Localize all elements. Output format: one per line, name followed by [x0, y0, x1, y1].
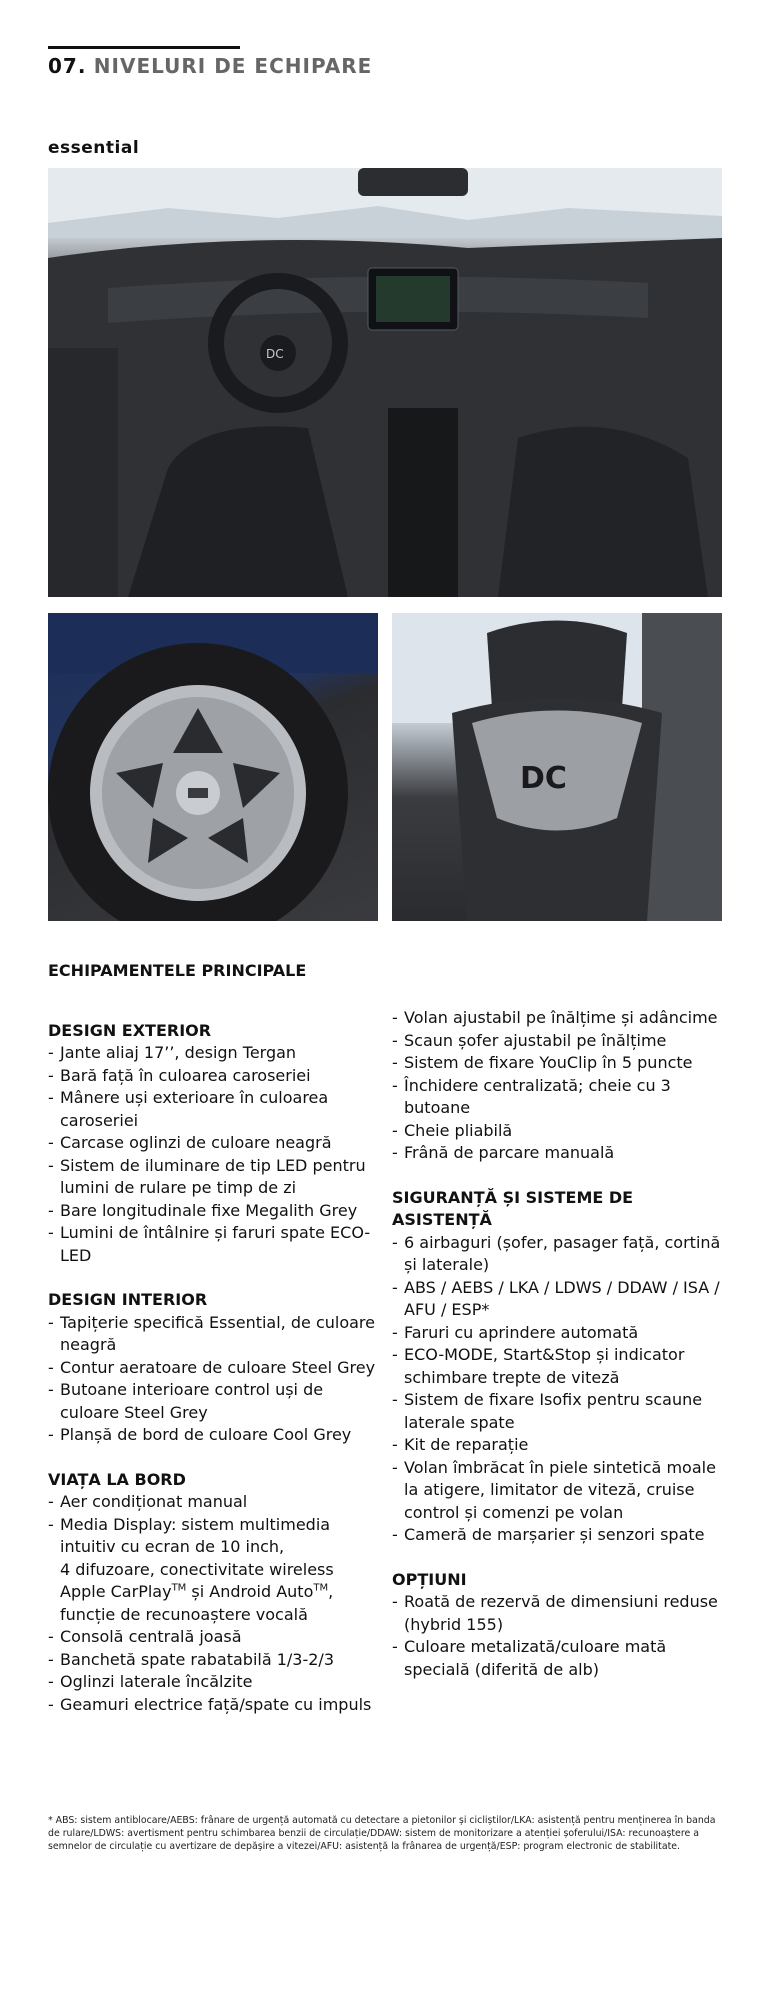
list-item: - Tapițerie specifică Essential, de culoare neagră	[48, 1312, 375, 1354]
design-interior-title: DESIGN INTERIOR	[48, 1290, 208, 1309]
list-item: - Roată de rezervă de dimensiuni reduse (hybrid 155)	[392, 1592, 718, 1634]
list-item-media-display: - Media Display: sistem multimedia intuitiv cu ecran de 10 inch, 4 difuzoare, conectivitate wireless Apple CarPlay™ și Android Auto™, funcție de recunoaștere vocală	[48, 1514, 334, 1624]
left-column	[48, 960, 378, 1738]
list-item: - Volan îmbrăcat în piele sintetică moale la atigere, limitator de viteză, cruise control și comenzi pe volan	[392, 1457, 716, 1522]
siguranta-group	[392, 1187, 722, 1547]
design-exterior-title: DESIGN EXTERIOR	[48, 1020, 212, 1040]
list-item: - Închidere centralizată; cheie cu 3 butoane	[392, 1075, 671, 1117]
design-interior-group	[48, 1289, 378, 1447]
right-top-group	[392, 1007, 722, 1165]
section-heading	[48, 54, 372, 78]
list-item: - 6 airbaguri (șofer, pasager față, cortină și laterale)	[392, 1232, 721, 1274]
viata-la-bord-group	[48, 1469, 378, 1717]
optiuni-title: OPȚIUNI	[392, 1569, 467, 1589]
optiuni-group	[392, 1569, 722, 1682]
list-item: - Consolă centrală joasă	[48, 1627, 242, 1646]
section-title: NIVELURI DE ECHIPARE	[93, 54, 373, 78]
list-item: - Carcase oglinzi de culoare neagră	[48, 1133, 332, 1152]
interior-photo	[48, 168, 722, 597]
list-item: - Sistem de iluminare de tip LED pentru lumini de rulare pe timp de zi	[48, 1155, 366, 1197]
list-item: - Butoane interioare control uși de culoare Steel Grey	[48, 1380, 324, 1422]
list-item: - Sistem de fixare Isofix pentru scaune laterale spate	[392, 1390, 703, 1432]
seat-photo	[392, 613, 722, 921]
list-item: - Banchetă spate rabatabilă 1/3-2/3	[48, 1649, 334, 1669]
list-item: - Jante aliaj 17’’, design Tergan	[48, 1043, 297, 1062]
header-rule	[48, 46, 240, 49]
list-item: - Volan ajustabil pe înălțime și adâncime	[392, 1008, 718, 1027]
list-item: - Mânere uși exterioare în culoarea caroseriei	[48, 1088, 329, 1130]
list-item: - Bară față în culoarea caroseriei	[48, 1065, 311, 1085]
section-number: 07.	[48, 54, 87, 78]
list-item: - Scaun șofer ajustabil pe înălțime	[392, 1030, 667, 1050]
right-column	[392, 1007, 722, 1703]
viata-la-bord-title: VIAȚA LA BORD	[48, 1469, 186, 1489]
list-item: - Geamuri electrice față/spate cu impuls	[48, 1694, 372, 1714]
design-exterior-group	[48, 1020, 378, 1268]
list-item: - Sistem de fixare YouClip în 5 puncte	[392, 1053, 693, 1072]
trim-name: essential	[48, 138, 140, 158]
list-item: - Faruri cu aprindere automată	[392, 1322, 639, 1342]
list-item: - ABS / AEBS / LKA / LDWS / DDAW / ISA / AFU / ESP*	[392, 1277, 720, 1319]
list-item: - Kit de reparație	[392, 1435, 529, 1454]
main-heading: ECHIPAMENTELE PRINCIPALE	[48, 961, 307, 980]
list-item: - Oglinzi laterale încălzite	[48, 1672, 253, 1691]
list-item: - Contur aeratoare de culoare Steel Grey	[48, 1357, 376, 1377]
list-item: - Culoare metalizată/culoare mată specială (diferită de alb)	[392, 1637, 667, 1679]
siguranta-title: SIGURANȚĂ ȘI SISTEME DE ASISTENȚĂ	[392, 1187, 634, 1229]
list-item: - Cameră de marșarier și senzori spate	[392, 1525, 705, 1544]
list-item: - Cheie pliabilă	[392, 1120, 513, 1140]
list-item: - Bare longitudinale fixe Megalith Grey	[48, 1200, 358, 1220]
list-item: - Frână de parcare manuală	[392, 1143, 615, 1162]
svg-text:DC: DC	[266, 347, 284, 361]
list-item: - Aer condiționat manual	[48, 1492, 248, 1511]
list-item: - Lumini de întâlnire și faruri spate ECO-LED	[48, 1223, 371, 1265]
list-item: - ECO-MODE, Start&Stop și indicator schimbare trepte de viteză	[392, 1345, 685, 1387]
wheel-photo	[48, 613, 378, 921]
list-item: - Planșă de bord de culoare Cool Grey	[48, 1425, 352, 1444]
footnote: * ABS: sistem antiblocare/AEBS: frânare de urgență automată cu detectare a pietonilor și cicliștilor/LKA: asistență pentru menținerea în banda de rulare/LDWS: avertisment pentru schimbarea benzii de circulație/DDAW: sistem de monitorizare a atenției șoferului/ISA: recunoaștere a semnelor de circulație cu avertizare de depășire a vitezei/AFU: asistență la frânarea de urgență/ESP: program electronic de stabilitate.	[48, 1815, 716, 1852]
svg-text:DC: DC	[520, 761, 567, 796]
